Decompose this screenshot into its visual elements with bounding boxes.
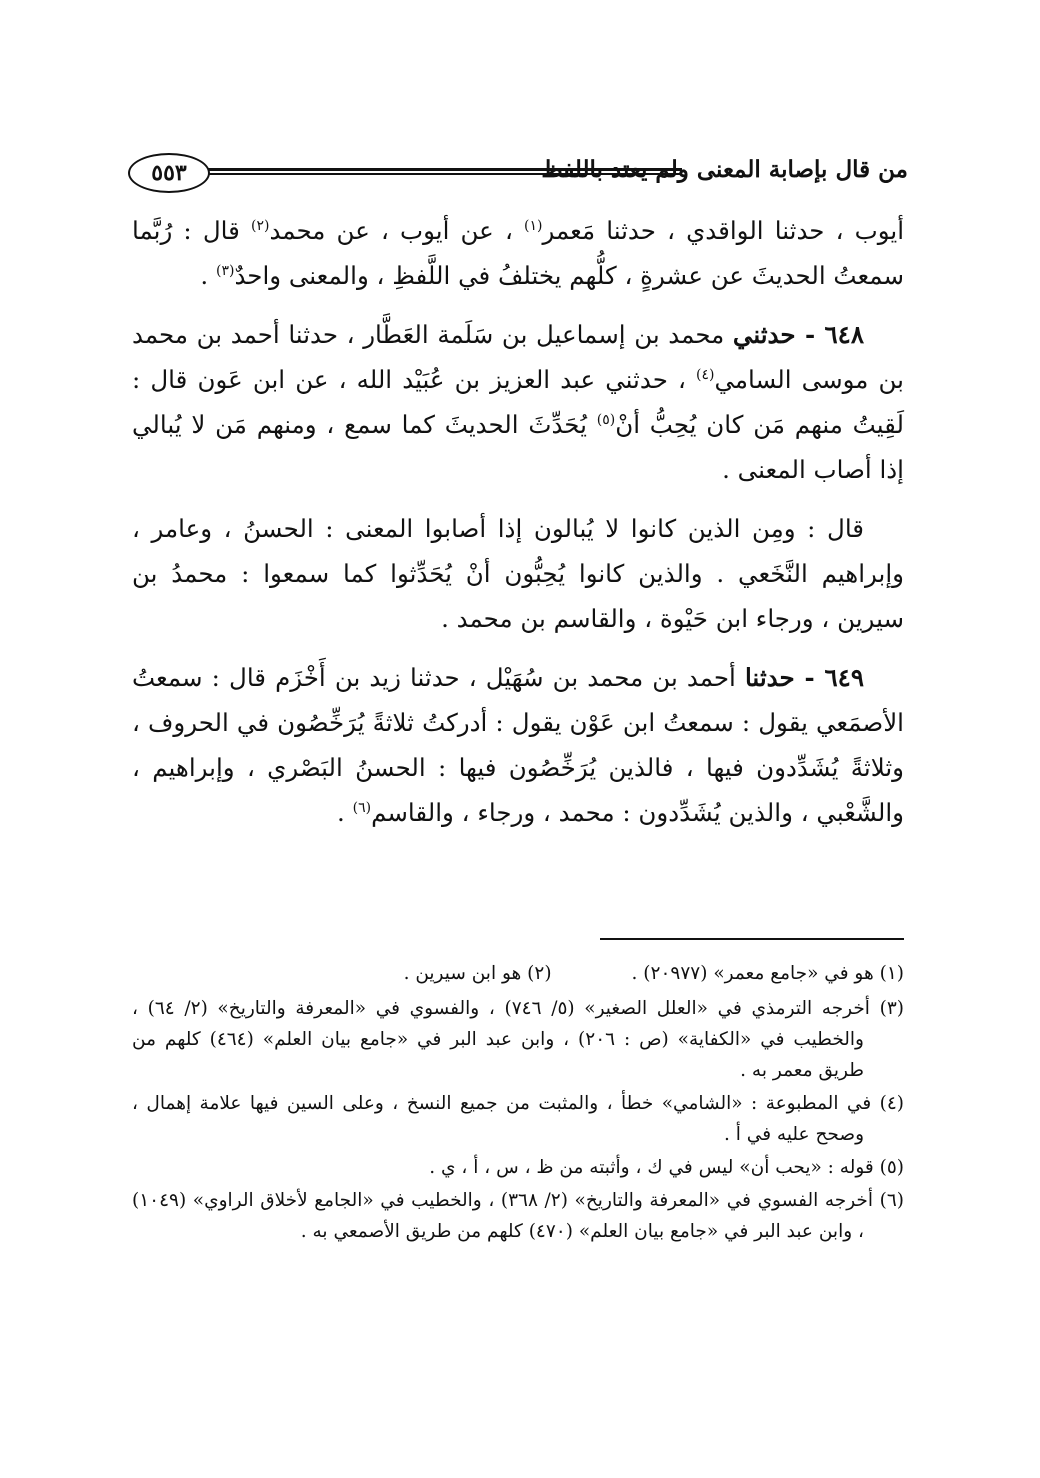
paragraph-qala: قال : ومِن الذين كانوا لا يُبالون إذا أصابوا المعنى : الحسنُ ، وعامر ، وإبراهيم النَّخَعي . والذين كانوا يُحِبُّون أنْ يُحَدِّثوا كما سمعوا : محمدُ بن سيرين ، ورجاء ابن حَيْوة ، والقاسم بن محمد . (132, 514, 904, 633)
paragraph-649: ٦٤٩ - حدثنا أحمد بن محمد بن سُهَيْل ، حدثنا زيد بن أَخْزَم قال : سمعتُ الأصمَعي يقول : سمعتُ ابن عَوْن يقول : أدركتُ ثلاثةً يُرَخِّصُون في الحروف ، وثلاثةً يُشَدِّدون فيها ، فالذين يُرَخِّصُون فيها : الحسنُ البَصْري ، وإبراهيم ، والشَّعْبي ، والذين يُشَدِّدون : محمد ، ورجاء ، والقاسم$^{(٦)}$ . (132, 663, 904, 827)
footnote-ref-2: (٢) (250, 217, 270, 234)
footnote-6: (٦) أخرجه الفسوي في «المعرفة والتاريخ» (٢/ ٣٦٨) ، والخطيب في «الجامع لأخلاق الراوي» (١٠٤٩) ، وابن عبد البر في «جامع بيان العلم» (٤٧٠) كلهم من طريق الأصمعي به . (132, 1190, 904, 1242)
footnote-row-1-2 (132, 958, 904, 991)
footnote-ref-4: (٤) (695, 366, 715, 383)
footnote-5: (٥) قوله : «يحب أن» ليس في ك ، وأثبته من ظ ، س ، أ ، ي . (429, 1157, 904, 1178)
footnote-1: (١) هو في «جامع معمر» (٢٠٩٧٧) . (631, 963, 904, 984)
footnote-ref-6: (٦) (352, 799, 372, 816)
footnote-separator (600, 938, 904, 940)
running-header (128, 150, 908, 200)
footnote-ref-5: (٥) (596, 411, 616, 428)
footnote-4: (٤) في المطبوعة : «الشامي» خطأ ، والمثبت من جميع النسخ ، وعلى السين فيها علامة إهمال ، وصحح عليه في أ . (132, 1093, 904, 1145)
chapter-title: من قال بإصابة المعنى ولم يعتد باللفظ (541, 156, 908, 183)
paragraph-648: ٦٤٨ - حدثني محمد بن إسماعيل بن سَلَمة العَطَّار ، حدثنا أحمد بن محمد بن موسى السامي$^{(٤)}$ ، حدثني عبد العزيز بن عُبَيْد الله ، عن ابن عَون قال : لَقِيتُ منهم مَن كان يُحِبُّ أنْ$^{(٥)}$ يُحَدِّثَ الحديثَ كما سمع ، ومنهم مَن لا يُبالي إذا أصاب المعنى . (132, 320, 904, 484)
main-text (132, 208, 904, 835)
footnote-ref-3: (٣) (215, 262, 235, 279)
footnotes (132, 958, 904, 1249)
paragraph-1: أيوب ، حدثنا الواقدي ، حدثنا مَعمر$^{(١)}$ ، عن أيوب ، عن محمد$^{(٢)}$ قال : رُبَّما سمعتُ الحديثَ عن عشرةٍ ، كلُّهم يختلفُ في اللَّفظِ ، والمعنى واحدٌ$^{(٣)}$ . (132, 216, 904, 290)
hadith-number-648: ٦٤٨ - حدثني (732, 320, 864, 349)
footnote-3: (٣) أخرجه الترمذي في «العلل الصغير» (٥/ ٧٤٦) ، والفسوي في «المعرفة والتاريخ» (٢/ ٦٤) ، والخطيب في «الكفاية» (ص : ٢٠٦) ، وابن عبد البر في «جامع بيان العلم» (٤٦٤) كلهم من طريق معمر به . (132, 998, 904, 1081)
footnote-ref-1: (١) (524, 217, 543, 234)
hadith-number-649: ٦٤٩ - حدثنا (744, 663, 864, 692)
footnote-2: (٢) هو ابن سيرين . (403, 963, 552, 984)
page-number: ٥٥٣ (128, 153, 210, 193)
